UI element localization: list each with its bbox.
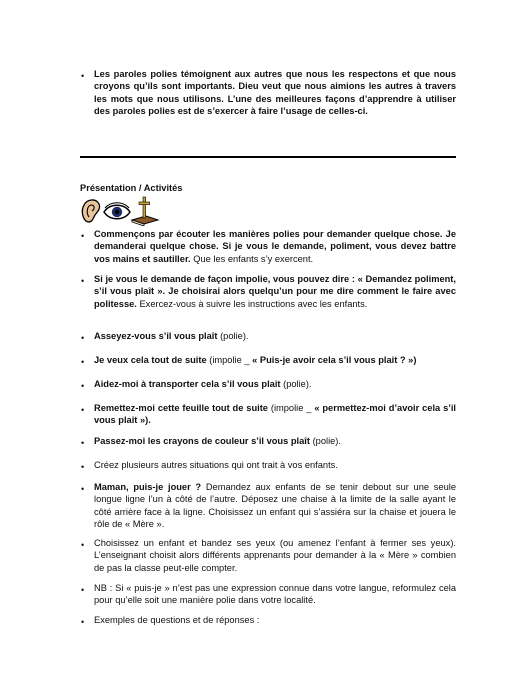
item-text: (impolie _ <box>267 403 315 413</box>
item-text: Exemples de questions et de réponses : <box>94 615 260 625</box>
bullet: • <box>81 333 85 343</box>
bullet: • <box>81 585 85 595</box>
list-item <box>94 330 456 342</box>
bullet: • <box>81 276 85 286</box>
item-bold-text: Asseyez-vous s’il vous plaît <box>94 331 218 341</box>
list-item <box>94 459 456 471</box>
bullet: • <box>81 381 85 391</box>
list-item <box>94 402 456 427</box>
item-text: Demandez aux enfants de se tenir debout sur une seule longue ligne l’un à côté de l’autre. Déposez une chaise à la limite de la salle ayant le côté arrière face à la ligne. Choisissez un enfant qui s’assiéra sur la chaise et jouera le rôle de « Mère ». <box>94 482 457 530</box>
item-bold-text: « Puis-je avoir cela s’il vous plait ? ») <box>252 355 417 365</box>
item-bold-text: Commençons par écouter les manières polies pour demander quelque chose. Je demanderai quelque chose. Si je vous le demande, poliment, vous devez battre vos mains et sautiller. <box>94 229 456 264</box>
bullet: • <box>81 617 85 627</box>
list-item <box>94 378 456 390</box>
bullet: • <box>81 462 85 472</box>
item-text: Choisissez un enfant et bandez ses yeux (ou amenez l’enfant à fermer ses yeux). L’enseignant choisit alors différents apprenants pour demander à la « Mère » combien de pas la classe peut-elle compter. <box>94 538 456 573</box>
item-bold-text: Je veux cela tout de suite <box>94 355 207 365</box>
section-divider <box>80 156 456 158</box>
bullet: • <box>81 405 85 415</box>
list-item <box>94 582 456 607</box>
list-item <box>94 614 456 626</box>
item-text: (polie). <box>217 331 249 341</box>
bullet: • <box>81 357 85 367</box>
list-item <box>94 273 456 310</box>
item-bold-text: Remettez-moi cette feuille tout de suite <box>94 403 268 413</box>
item-bold-text: Si je vous le demande de façon impolie, vous pouvez dire : « Demandez poliment, s’il vous plaît ». Je choisirai alors quelqu’un pour me dire comment le faire avec politesse. <box>94 274 456 309</box>
item-bold-text: Maman, puis-je jouer ? <box>94 482 202 492</box>
item-text: Que les enfants s’y exercent. <box>190 253 314 264</box>
item-text: Exercez-vous à suivre les instructions avec les enfants. <box>136 298 368 309</box>
item-bold-text: Aidez-moi à transporter cela s’il vous plait <box>94 379 281 389</box>
list-item <box>94 354 456 366</box>
item-text: (impolie _ <box>206 355 253 365</box>
list-item <box>94 228 456 265</box>
item-bold-text: Passez-moi les crayons de couleur s’il vous plaît <box>94 436 310 446</box>
bullet: • <box>81 438 85 448</box>
bullet: • <box>81 71 85 81</box>
item-text: (polie). <box>280 379 312 389</box>
bible-cross-icon <box>132 197 158 226</box>
item-bold-text: « permettez-moi d’avoir cela s’il vous plait »). <box>94 403 456 426</box>
eye-icon <box>104 203 130 219</box>
item-text: (polie). <box>309 436 341 446</box>
list-item <box>94 537 456 574</box>
bullet: • <box>81 540 85 550</box>
list-item <box>94 435 456 447</box>
bullet: • <box>81 484 85 494</box>
activity-icons <box>80 196 160 226</box>
ear-icon <box>82 200 99 222</box>
list-item <box>94 481 456 531</box>
section-heading: Présentation / Activités <box>80 183 183 193</box>
bullet: • <box>81 231 85 241</box>
item-text: Créez plusieurs autres situations qui ont trait à vos enfants. <box>94 460 338 470</box>
item-text: NB : Si « puis-je » n’est pas une expression connue dans votre langue, reformulez cela pour qu’elle soit une manière polie dans votre localité. <box>94 583 456 606</box>
intro-paragraph: Les paroles polies témoignent aux autres que nous les respectons et que nous croyons qu’ils sont importants. Dieu veut que nous aimions les autres à travers les mots que nous utilisons. L’une des meilleures façons d’apprendre à utiliser des paroles polies est de s’exercer à faire l’usage de celles-ci. <box>94 69 456 117</box>
